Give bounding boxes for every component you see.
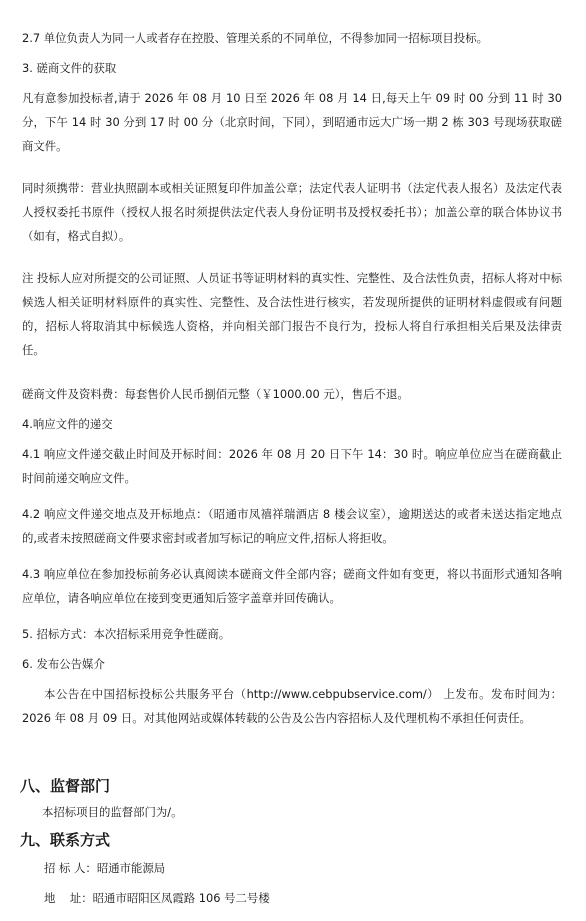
para-note: 注 投标人应对所提交的公司证照、人员证书等证明材料的真实性、完整性、及合法性负责，招标人将对中标候选人相关证明材料原件的真实性、完整性、及合法性进行核实，若发现所提供的证明材料虚假或有问题的，招标人将取消其中标候选人资格，并向相关部门报告不良行为，投标人将自行承担相关后果及法律责任。: [22, 271, 562, 357]
contact-value: 昭通市能源局: [96, 861, 166, 875]
clause-4-1: 4.1 响应文件递交截止时间及开标时间：2026 年 08 月 20 日下午 14：30 时。响应单位应当在磋商截止时间前递交响应文件。: [22, 447, 562, 485]
heading-4-submission: 4.响应文件的递交: [22, 417, 113, 431]
clause-5-method: 5. 招标方式：本次招标采用竞争性磋商。: [22, 627, 231, 641]
para-acquisition-time: 凡有意参加投标者,请于 2026 年 08 月 10 日至 2026 年 08 月 14 日,每天上午 09 时 00 分到 11 时 30 分，下午 14 时 30 分到 17 时 00 分（北京时间，下同），到昭通市远大广场一期 2 栋 303 号现场获取磋商文件。: [22, 91, 562, 153]
section-9-heading: 九、联系方式: [20, 831, 111, 849]
heading-3-docs: 3. 磋商文件的获取: [22, 61, 117, 75]
contact-label: 招 标 人：: [44, 861, 97, 875]
clause-2-7: 2.7 单位负责人为同一人或者存在控股、管理关系的不同单位，不得参加同一招标项目投标。: [22, 31, 488, 45]
contact-label: 地 址：: [44, 891, 93, 905]
para-publication: 本公告在中国招标投标公共服务平台（http://www.cebpubservice.com/） 上发布。发布时间为：2026 年 08 月 09 日。对其他网站或媒体转载的公告及公告内容招标人及代理机构不承担任何责任。: [22, 687, 562, 725]
clause-4-2: 4.2 响应文件递交地点及开标地点：（昭通市凤禧祥瑞酒店 8 楼会议室），逾期送达的或者未送达指定地点的,或者未按照磋商文件要求密封或者加写标记的响应文件,招标人将拒收。: [22, 507, 562, 545]
section-8-text: 本招标项目的监督部门为/。: [42, 805, 183, 819]
section-8-heading: 八、监督部门: [20, 777, 111, 795]
contact-row-tenderer: [44, 856, 165, 880]
clause-4-3: 4.3 响应单位在参加投标前务必认真阅读本磋商文件全部内容；磋商文件如有变更，将以书面形式通知各响应单位，请各响应单位在接到变更通知后签字盖章并回传确认。: [22, 567, 562, 605]
para-required-docs: 同时须携带：营业执照副本或相关证照复印件加盖公章；法定代表人证明书（法定代表人报名）及法定代表人授权委托书原件（授权人报名时须提供法定代表人身份证明书及授权委托书）；加盖公章的联合体协议书（如有，格式自拟）。: [22, 181, 562, 243]
contact-value: 昭通市昭阳区凤霞路 106 号二号楼: [92, 891, 270, 905]
para-fee: 磋商文件及资料费：每套售价人民币捌佰元整（￥1000.00 元），售后不退。: [22, 387, 409, 401]
contact-row-address: [44, 886, 270, 910]
heading-6-media: 6. 发布公告媒介: [22, 657, 105, 671]
